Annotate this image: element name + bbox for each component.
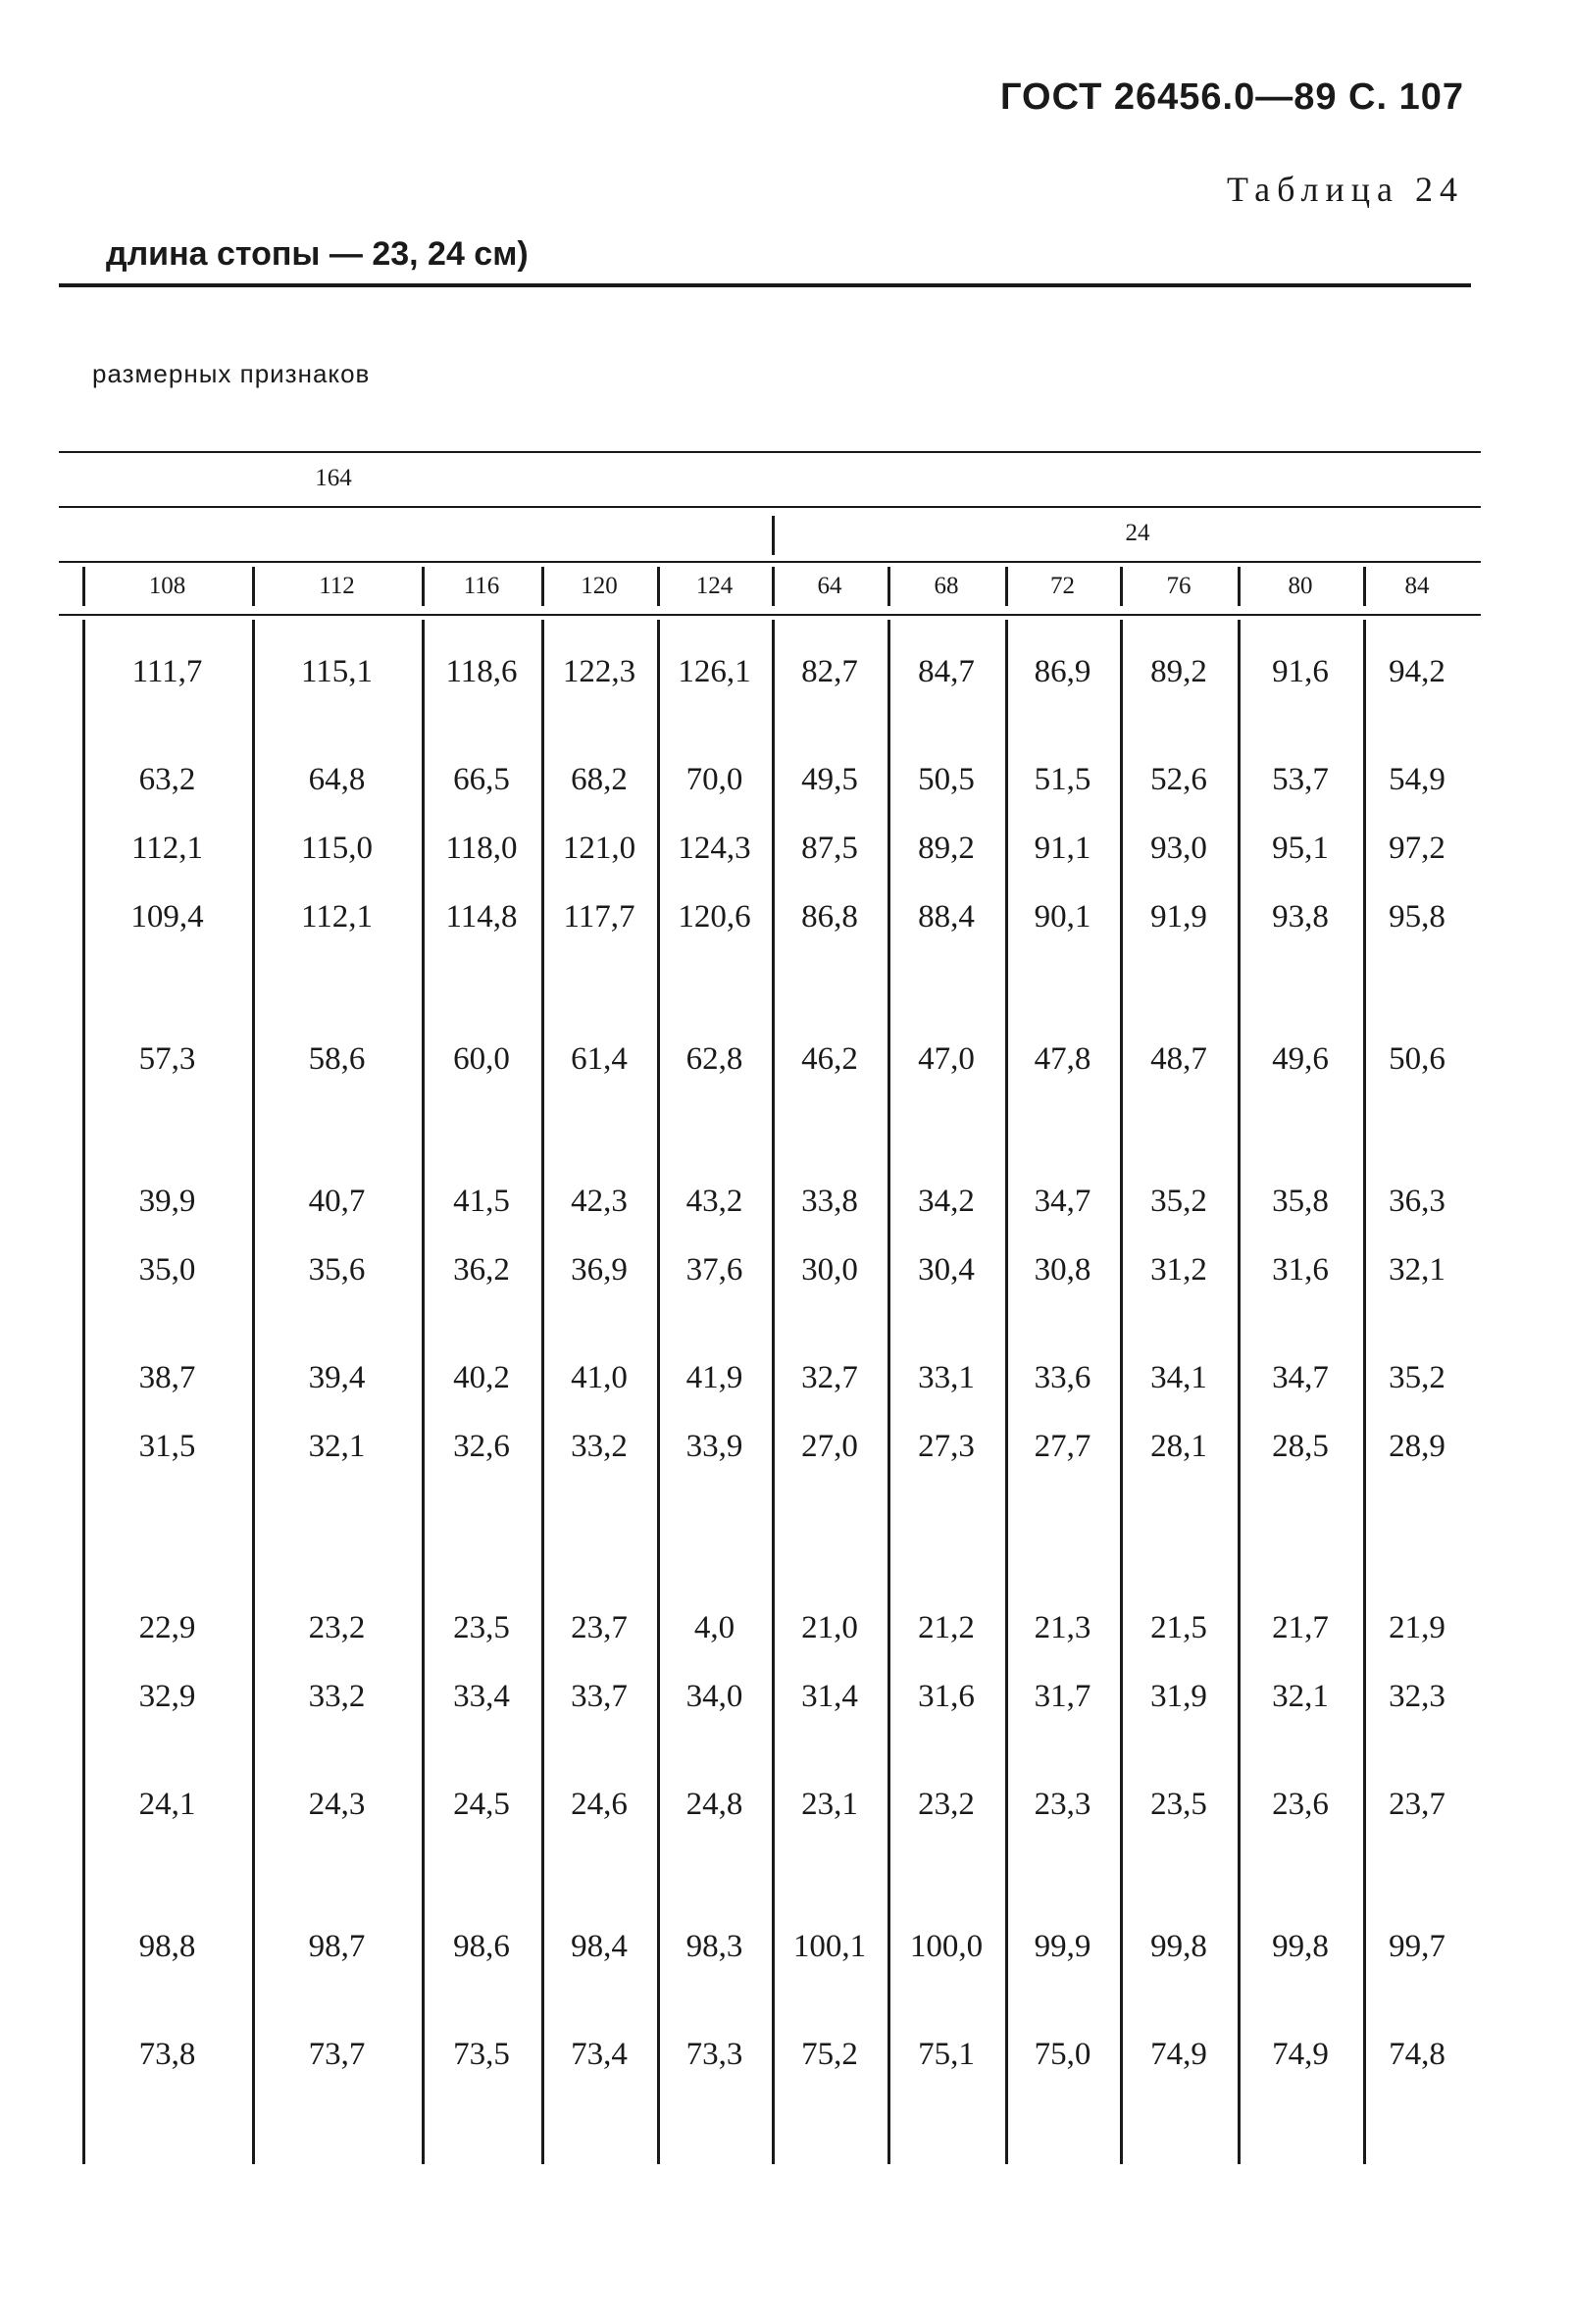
table-cell: 23,2 [308, 1610, 366, 1645]
table-cell: 98,3 [685, 1929, 743, 1964]
table-cell: 31,9 [1150, 1679, 1207, 1714]
table-cell: 31,6 [1272, 1252, 1329, 1288]
table-cell: 114,8 [445, 899, 518, 935]
table-cell: 39,9 [138, 1184, 196, 1219]
table-cell: 21,5 [1150, 1610, 1207, 1645]
sizes-label: размерных признаков [92, 359, 371, 388]
column-header-top-rule [59, 561, 1481, 563]
table-cell: 34,2 [918, 1184, 975, 1219]
table-cell: 88,4 [918, 899, 975, 935]
table-cell: 21,9 [1389, 1610, 1445, 1645]
table-cell: 21,3 [1034, 1610, 1091, 1645]
header-column-divider [657, 567, 660, 606]
table-cell: 49,6 [1272, 1041, 1329, 1077]
table-cell: 35,6 [308, 1252, 366, 1288]
table-cell: 27,3 [918, 1429, 975, 1464]
table-cell: 118,6 [445, 654, 518, 689]
column-header: 108 [148, 573, 186, 599]
table-cell: 115,0 [300, 831, 374, 866]
table-cell: 74,9 [1272, 2037, 1329, 2072]
table-cell: 100,1 [792, 1929, 867, 1964]
table-cell: 24,1 [138, 1787, 196, 1822]
table-cell: 50,5 [918, 762, 975, 797]
group-divider [772, 516, 775, 555]
table-cell: 112,1 [130, 831, 204, 866]
table-cell: 31,7 [1034, 1679, 1091, 1714]
table-cell: 27,7 [1034, 1429, 1091, 1464]
table-cell: 86,9 [1034, 654, 1091, 689]
table-cell: 33,1 [918, 1360, 975, 1395]
table-cell: 94,2 [1389, 654, 1445, 689]
table-cell: 89,2 [918, 831, 975, 866]
table-cell: 24,6 [571, 1787, 628, 1822]
table-cell: 28,9 [1389, 1429, 1445, 1464]
header-column-divider [772, 567, 775, 606]
table-cell: 41,5 [453, 1184, 510, 1219]
table-cell: 70,0 [685, 762, 743, 797]
table-cell: 91,6 [1272, 654, 1329, 689]
table-cell: 91,1 [1034, 831, 1091, 866]
table-cell: 32,7 [801, 1360, 858, 1395]
table-cell: 34,7 [1272, 1360, 1329, 1395]
table-cell: 84,7 [918, 654, 975, 689]
table-cell: 93,8 [1272, 899, 1329, 935]
table-cell: 95,8 [1389, 899, 1445, 935]
table-cell: 40,7 [308, 1184, 366, 1219]
table-cell: 41,0 [571, 1360, 628, 1395]
table-cell: 54,9 [1389, 762, 1445, 797]
table-cell: 99,8 [1272, 1929, 1329, 1964]
table-cell: 75,1 [918, 2037, 975, 2072]
table-cell: 52,6 [1150, 762, 1207, 797]
table-cell: 82,7 [801, 654, 858, 689]
table-cell: 50,6 [1389, 1041, 1445, 1077]
table-cell: 33,7 [571, 1679, 628, 1714]
header-column-divider [422, 567, 425, 606]
table-cell: 24,5 [453, 1787, 510, 1822]
table-cell: 115,1 [300, 654, 374, 689]
table-cell: 126,1 [678, 654, 751, 689]
table-cell: 112,1 [300, 899, 374, 935]
table-cell: 64,8 [308, 762, 366, 797]
table-cell: 74,9 [1150, 2037, 1207, 2072]
table-cell: 33,2 [571, 1429, 628, 1464]
table-cell: 53,7 [1272, 762, 1329, 797]
table-cell: 61,4 [571, 1041, 628, 1077]
table-cell: 122,3 [562, 654, 636, 689]
header-column-divider [252, 567, 255, 606]
table-cell: 34,7 [1034, 1184, 1091, 1219]
table-cell: 98,4 [571, 1929, 628, 1964]
standard-reference: ГОСТ 26456.0—89 С. 107 [999, 76, 1464, 118]
table-cell: 42,3 [571, 1184, 628, 1219]
header-column-divider [1363, 567, 1366, 606]
table-cell: 75,2 [801, 2037, 858, 2072]
table-cell: 46,2 [801, 1041, 858, 1077]
table-cell: 43,2 [685, 1184, 743, 1219]
table-cell: 33,9 [685, 1429, 743, 1464]
table-cell: 23,5 [1150, 1787, 1207, 1822]
header-column-divider [1120, 567, 1123, 606]
table-number: Таблица 24 [1227, 170, 1464, 209]
table-cell: 23,7 [571, 1610, 628, 1645]
table-cell: 4,0 [693, 1610, 735, 1645]
table-cell: 35,2 [1389, 1360, 1445, 1395]
table-cell: 87,5 [801, 831, 858, 866]
column-header: 112 [319, 573, 355, 599]
table-cell: 62,8 [685, 1041, 743, 1077]
table-cell: 32,1 [308, 1429, 366, 1464]
table-cell: 60,0 [453, 1041, 510, 1077]
column-header-bottom-rule [59, 614, 1481, 616]
table-cell: 34,0 [685, 1679, 743, 1714]
table-cell: 32,9 [138, 1679, 196, 1714]
table-cell: 33,8 [801, 1184, 858, 1219]
table-cell: 38,7 [138, 1360, 196, 1395]
table-cell: 99,8 [1150, 1929, 1207, 1964]
header-column-divider [82, 567, 85, 606]
table-cell: 75,0 [1034, 2037, 1091, 2072]
header-column-divider [541, 567, 544, 606]
table-cell: 117,7 [563, 899, 635, 935]
header-column-divider [887, 567, 890, 606]
table-cell: 86,8 [801, 899, 858, 935]
table-cell: 21,2 [918, 1610, 975, 1645]
table-cell: 36,9 [571, 1252, 628, 1288]
table-cell: 124,3 [678, 831, 751, 866]
table-cell: 97,2 [1389, 831, 1445, 866]
table-cell: 73,7 [308, 2037, 366, 2072]
table-cell: 30,8 [1034, 1252, 1091, 1288]
table-cell: 31,6 [918, 1679, 975, 1714]
table-cell: 24,3 [308, 1787, 366, 1822]
table-cell: 36,2 [453, 1252, 510, 1288]
column-header: 64 [817, 573, 842, 599]
header-column-divider [1005, 567, 1008, 606]
table-cell: 66,5 [453, 762, 510, 797]
table-cell: 47,8 [1034, 1041, 1091, 1077]
table-cell: 35,8 [1272, 1184, 1329, 1219]
table-cell: 120,6 [678, 899, 751, 935]
table-cell: 98,6 [453, 1929, 510, 1964]
table-cell: 23,3 [1034, 1787, 1091, 1822]
table-cell: 73,8 [138, 2037, 196, 2072]
table-cell: 73,4 [571, 2037, 628, 2072]
column-header: 72 [1050, 573, 1075, 599]
table-cell: 32,1 [1272, 1679, 1329, 1714]
column-header: 124 [695, 573, 734, 599]
table-cell: 121,0 [562, 831, 636, 866]
table-cell: 32,1 [1389, 1252, 1445, 1288]
column-header: 120 [581, 573, 618, 599]
table-cell: 23,2 [918, 1787, 975, 1822]
table-cell: 23,6 [1272, 1787, 1329, 1822]
table-cell: 48,7 [1150, 1041, 1207, 1077]
table-cell: 27,0 [801, 1429, 858, 1464]
table-cell: 32,3 [1389, 1679, 1445, 1714]
column-header: 116 [463, 573, 500, 599]
table-cell: 31,2 [1150, 1252, 1207, 1288]
table-cell: 99,9 [1034, 1929, 1091, 1964]
table-cell: 93,0 [1150, 831, 1207, 866]
table-cell: 91,9 [1150, 899, 1207, 935]
column-header: 76 [1166, 573, 1192, 599]
table-cell: 37,6 [685, 1252, 743, 1288]
table-cell: 33,2 [308, 1679, 366, 1714]
table-cell: 35,0 [138, 1252, 196, 1288]
table-cell: 74,8 [1389, 2037, 1445, 2072]
column-header: 68 [934, 573, 959, 599]
table-cell: 111,7 [131, 654, 203, 689]
table-cell: 40,2 [453, 1360, 510, 1395]
table-cell: 63,2 [138, 762, 196, 797]
table-cell: 57,3 [138, 1041, 196, 1077]
table-cell: 30,0 [801, 1252, 858, 1288]
table-cell: 58,6 [308, 1041, 366, 1077]
table-cell: 21,0 [801, 1610, 858, 1645]
table-cell: 90,1 [1034, 899, 1091, 935]
table-cell: 28,5 [1272, 1429, 1329, 1464]
table-cell: 33,6 [1034, 1360, 1091, 1395]
table-cell: 39,4 [308, 1360, 366, 1395]
height-group-header: 164 [315, 465, 352, 491]
title-rule [59, 283, 1471, 287]
table-cell: 33,4 [453, 1679, 510, 1714]
foot-length-title: длина стопы — 23, 24 см) [106, 235, 529, 273]
table-cell: 95,1 [1272, 831, 1329, 866]
table-cell: 41,9 [685, 1360, 743, 1395]
table-cell: 51,5 [1034, 762, 1091, 797]
table-cell: 49,5 [801, 762, 858, 797]
table-cell: 109,4 [130, 899, 204, 935]
table-cell: 36,3 [1389, 1184, 1445, 1219]
group-rule [59, 506, 1481, 508]
table-cell: 47,0 [918, 1041, 975, 1077]
table-cell: 30,4 [918, 1252, 975, 1288]
table-cell: 23,7 [1389, 1787, 1445, 1822]
table-cell: 99,7 [1389, 1929, 1445, 1964]
table-cell: 23,1 [801, 1787, 858, 1822]
table-cell: 24,8 [685, 1787, 743, 1822]
column-header: 84 [1404, 573, 1430, 599]
table-cell: 100,0 [909, 1929, 984, 1964]
table-cell: 89,2 [1150, 654, 1207, 689]
foot-length-group-header: 24 [1125, 520, 1150, 546]
table-cell: 28,1 [1150, 1429, 1207, 1464]
table-cell: 35,2 [1150, 1184, 1207, 1219]
table-cell: 68,2 [571, 762, 628, 797]
table-cell: 31,5 [138, 1429, 196, 1464]
table-top-rule [59, 451, 1481, 453]
table-cell: 31,4 [801, 1679, 858, 1714]
table-cell: 32,6 [453, 1429, 510, 1464]
table-cell: 73,5 [453, 2037, 510, 2072]
table-cell: 98,8 [138, 1929, 196, 1964]
table-cell: 98,7 [308, 1929, 366, 1964]
table-cell: 22,9 [138, 1610, 196, 1645]
column-header: 80 [1288, 573, 1313, 599]
table-cell: 23,5 [453, 1610, 510, 1645]
header-column-divider [1238, 567, 1241, 606]
table-cell: 73,3 [685, 2037, 743, 2072]
table-cell: 34,1 [1150, 1360, 1207, 1395]
table-cell: 21,7 [1272, 1610, 1329, 1645]
table-cell: 118,0 [445, 831, 518, 866]
